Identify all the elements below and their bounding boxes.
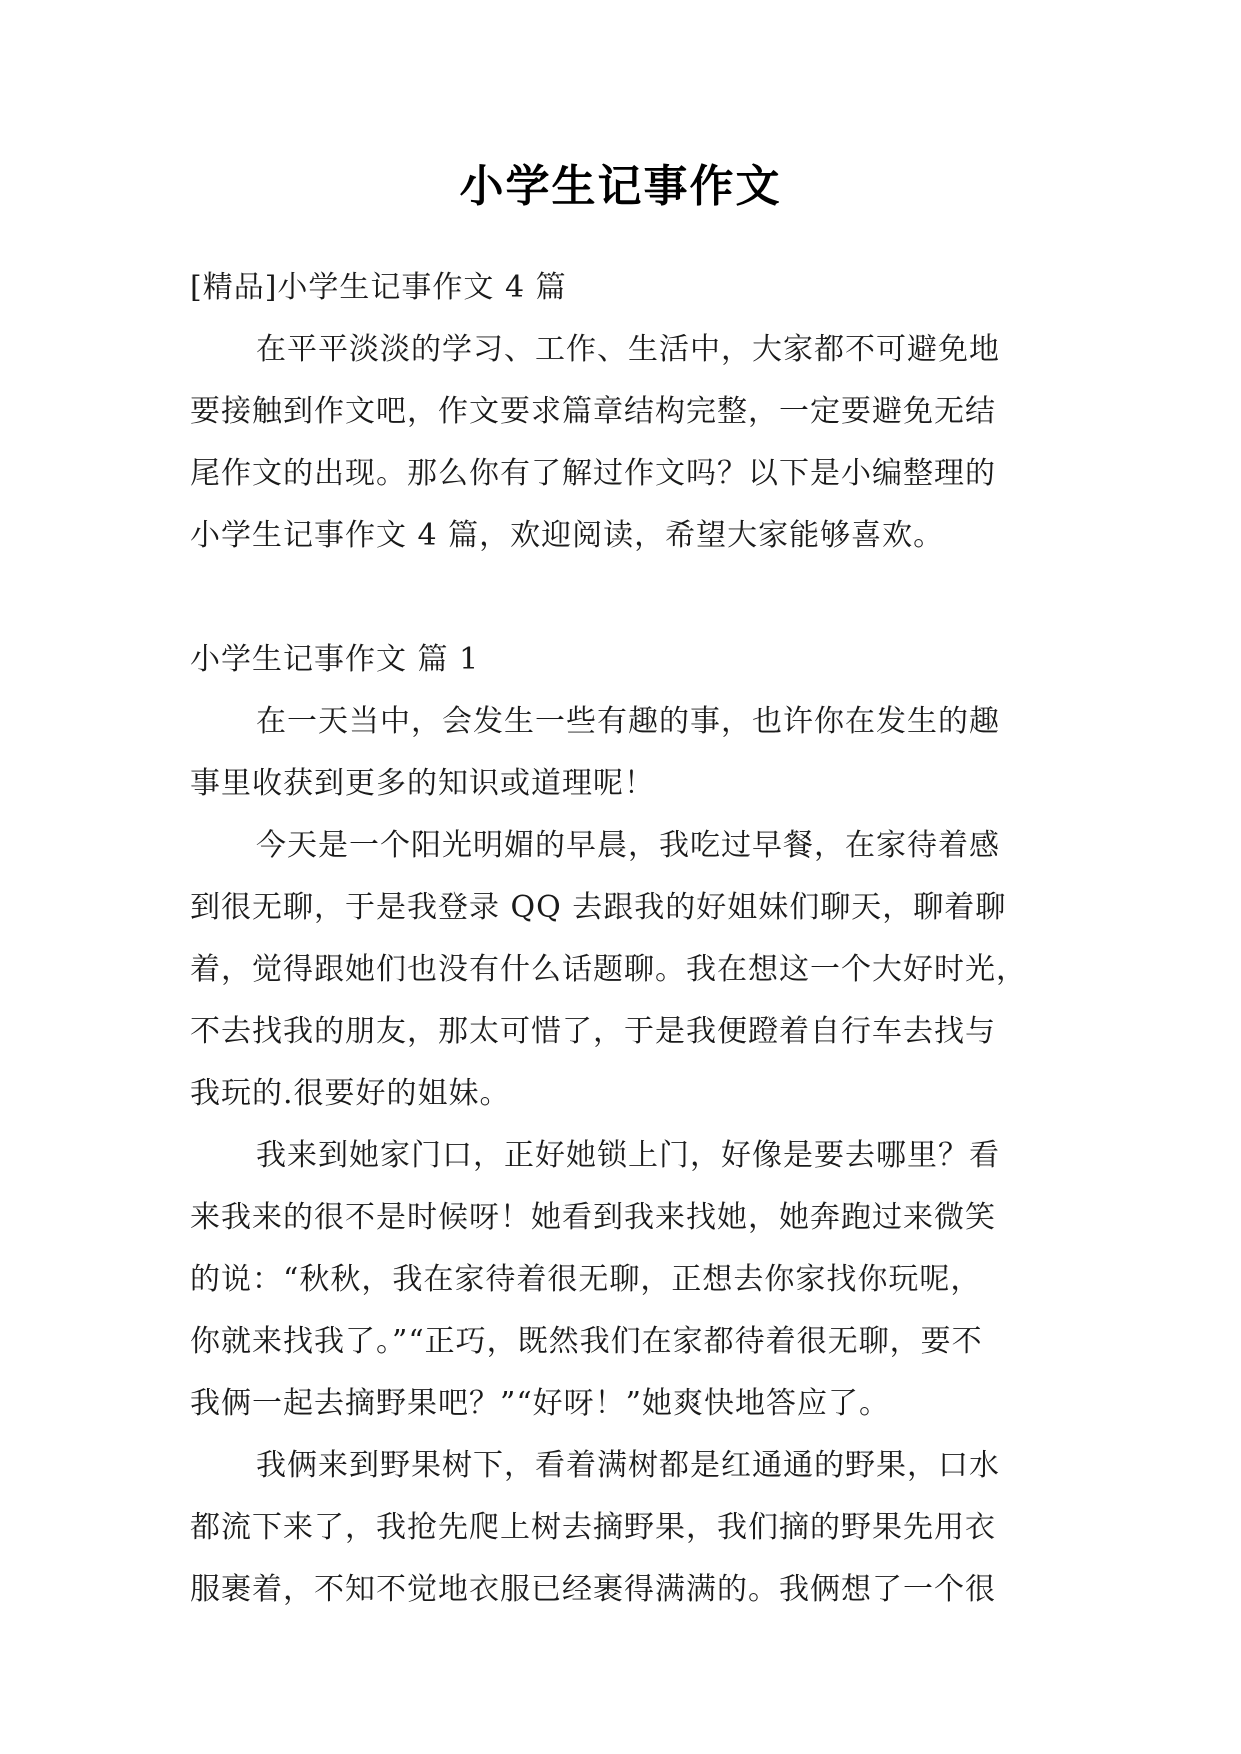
intro-line: 尾作文的出现。那么你有了解过作文吗？以下是小编整理的: [190, 456, 996, 491]
body-line: 在一天当中，会发生一些有趣的事，也许你在发生的趣: [256, 704, 1000, 739]
intro-line: 小学生记事作文 4 篇，欢迎阅读，希望大家能够喜欢。: [190, 518, 945, 553]
body-line: 的说：“秋秋，我在家待着很无聊，正想去你家找你玩呢，: [190, 1262, 982, 1297]
body-line: 事里收获到更多的知识或道理呢！: [190, 766, 655, 801]
body-line: 都流下来了，我抢先爬上树去摘野果，我们摘的野果先用衣: [190, 1510, 996, 1545]
section-heading: 小学生记事作文 篇 1: [190, 642, 480, 677]
body-line: 我玩的.很要好的姐妹。: [190, 1076, 511, 1111]
body-line: 我来到她家门口，正好她锁上门，好像是要去哪里？看: [256, 1138, 1000, 1173]
body-line: 来我来的很不是时候呀！她看到我来找她，她奔跑过来微笑: [190, 1200, 996, 1235]
body-line: 到很无聊，于是我登录 QQ 去跟我的好姐妹们聊天，聊着聊: [190, 890, 1007, 925]
body-line: 我俩一起去摘野果吧？”“好呀！”她爽快地答应了。: [190, 1386, 891, 1421]
intro-line: 要接触到作文吧，作文要求篇章结构完整，一定要避免无结: [190, 394, 996, 429]
body-line: 你就来找我了。”“正巧，既然我们在家都待着很无聊，要不: [190, 1324, 983, 1359]
document-title: 小学生记事作文: [459, 161, 782, 212]
body-line: 今天是一个阳光明媚的早晨，我吃过早餐，在家待着感: [256, 828, 1000, 863]
body-line: 着，觉得跟她们也没有什么话题聊。我在想这一个大好时光，: [190, 952, 1027, 987]
document-subtitle: [精品]小学生记事作文 4 篇: [190, 270, 567, 305]
intro-line: 在平平淡淡的学习、工作、生活中，大家都不可避免地: [256, 332, 1000, 367]
body-line: 服裹着，不知不觉地衣服已经裹得满满的。我俩想了一个很: [190, 1572, 996, 1607]
body-line: 不去找我的朋友，那太可惜了，于是我便蹬着自行车去找与: [190, 1014, 996, 1049]
body-line: 我俩来到野果树下，看着满树都是红通通的野果，口水: [256, 1448, 1000, 1483]
